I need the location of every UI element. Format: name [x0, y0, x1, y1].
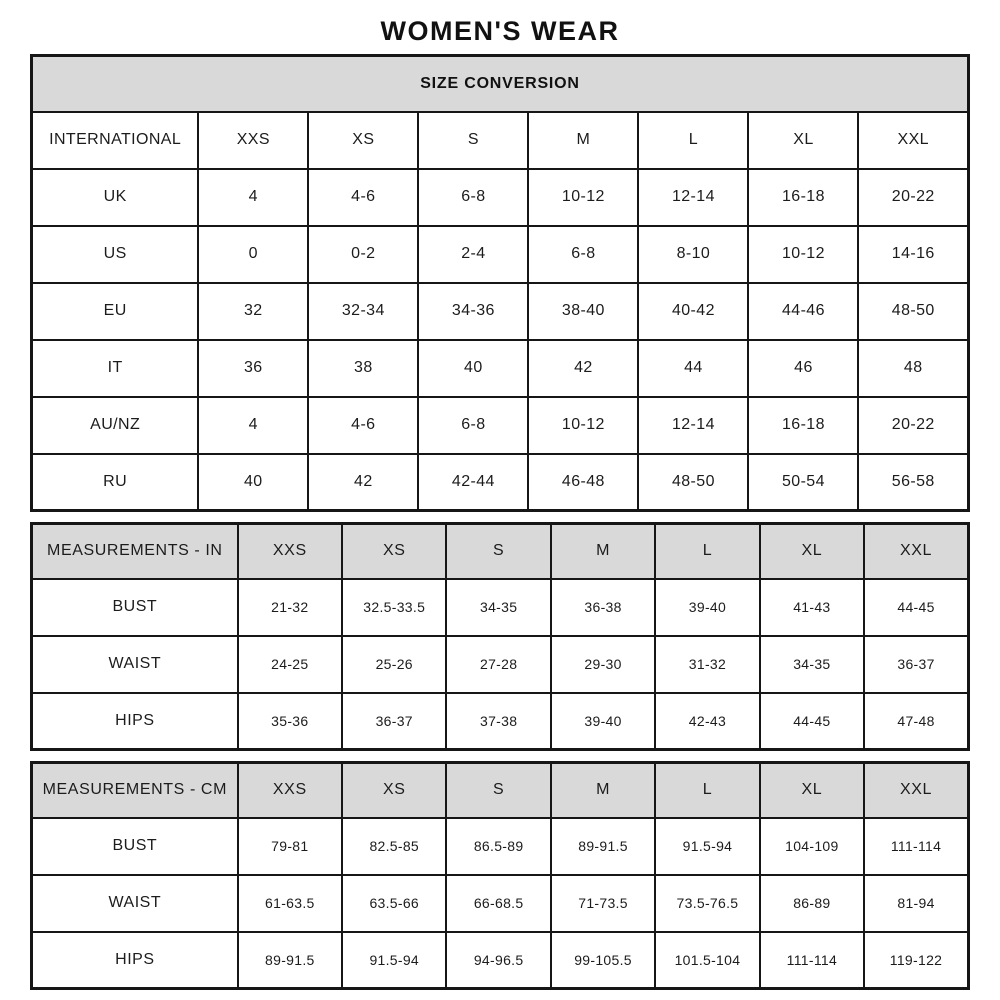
measure-cell: 36-37 — [342, 693, 446, 750]
size-cell: 44-46 — [748, 283, 858, 340]
size-cell: 38 — [308, 340, 418, 397]
column-header-m: M — [528, 112, 638, 169]
measure-cell: 44-45 — [864, 579, 968, 636]
table-row-waist — [32, 636, 969, 693]
size-cell: 20-22 — [858, 397, 968, 454]
column-header-xs: XS — [308, 112, 418, 169]
size-cell: 44 — [638, 340, 748, 397]
measure-cell: 41-43 — [760, 579, 864, 636]
measure-cell: 44-45 — [760, 693, 864, 750]
row-label: AU/NZ — [32, 397, 199, 454]
table-row-uk — [32, 169, 969, 226]
size-cell: 46 — [748, 340, 858, 397]
table-header-row — [32, 56, 969, 112]
measure-cell: 89-91.5 — [238, 932, 342, 989]
measure-cell: 39-40 — [655, 579, 759, 636]
column-header-s: S — [446, 763, 550, 818]
size-cell: 0-2 — [308, 226, 418, 283]
size-cell: 10-12 — [528, 169, 638, 226]
size-cell: 16-18 — [748, 169, 858, 226]
column-header-l: L — [638, 112, 748, 169]
measure-cell: 66-68.5 — [446, 875, 550, 932]
measure-cell: 91.5-94 — [655, 818, 759, 875]
measure-cell: 89-91.5 — [551, 818, 655, 875]
measure-cell: 86.5-89 — [446, 818, 550, 875]
table-row-hips — [32, 932, 969, 989]
size-cell: 38-40 — [528, 283, 638, 340]
page-title: WOMEN'S WEAR — [380, 16, 620, 46]
size-cell: 6-8 — [528, 226, 638, 283]
measure-cell: 91.5-94 — [342, 932, 446, 989]
row-label: US — [32, 226, 199, 283]
table-row-hips — [32, 693, 969, 750]
measure-cell: 39-40 — [551, 693, 655, 750]
row-label: RU — [32, 454, 199, 511]
measure-cell: 37-38 — [446, 693, 550, 750]
measurements-in-header: MEASUREMENTS - IN — [32, 524, 238, 579]
column-header-l: L — [655, 524, 759, 579]
column-header-xxl: XXL — [864, 763, 968, 818]
row-label: HIPS — [32, 932, 238, 989]
row-label: UK — [32, 169, 199, 226]
measure-cell: 35-36 — [238, 693, 342, 750]
column-header-xxs: XXS — [238, 763, 342, 818]
size-cell: 40 — [418, 340, 528, 397]
table-row-bust — [32, 579, 969, 636]
table-row-us — [32, 226, 969, 283]
measure-cell: 32.5-33.5 — [342, 579, 446, 636]
measure-cell: 29-30 — [551, 636, 655, 693]
table-row-ru — [32, 454, 969, 511]
column-header-row — [32, 112, 969, 169]
measure-cell: 42-43 — [655, 693, 759, 750]
column-header-s: S — [446, 524, 550, 579]
size-cell: 4-6 — [308, 169, 418, 226]
row-label: WAIST — [32, 875, 238, 932]
size-cell: 4 — [198, 397, 308, 454]
measure-cell: 111-114 — [760, 932, 864, 989]
size-cell: 42-44 — [418, 454, 528, 511]
measure-cell: 101.5-104 — [655, 932, 759, 989]
measure-cell: 94-96.5 — [446, 932, 550, 989]
column-header-m: M — [551, 763, 655, 818]
size-cell: 42 — [308, 454, 418, 511]
column-header-xs: XS — [342, 763, 446, 818]
size-cell: 32-34 — [308, 283, 418, 340]
size-cell: 36 — [198, 340, 308, 397]
table-row-aunz — [32, 397, 969, 454]
size-cell: 16-18 — [748, 397, 858, 454]
size-cell: 34-36 — [418, 283, 528, 340]
measurements-cm-table — [30, 761, 970, 990]
column-header-xl: XL — [760, 524, 864, 579]
size-cell: 0 — [198, 226, 308, 283]
size-cell: 40 — [198, 454, 308, 511]
table-row-it — [32, 340, 969, 397]
table-header-row — [32, 763, 969, 818]
size-cell: 50-54 — [748, 454, 858, 511]
row-label: HIPS — [32, 693, 238, 750]
size-cell: 2-4 — [418, 226, 528, 283]
measurements-in-table — [30, 522, 970, 751]
measure-cell: 25-26 — [342, 636, 446, 693]
size-cell: 12-14 — [638, 397, 748, 454]
size-cell: 46-48 — [528, 454, 638, 511]
column-header-xxs: XXS — [238, 524, 342, 579]
size-cell: 48-50 — [638, 454, 748, 511]
measure-cell: 24-25 — [238, 636, 342, 693]
measure-cell: 71-73.5 — [551, 875, 655, 932]
size-cell: 4-6 — [308, 397, 418, 454]
measure-cell: 104-109 — [760, 818, 864, 875]
size-conversion-header: SIZE CONVERSION — [32, 56, 969, 112]
size-cell: 10-12 — [748, 226, 858, 283]
measure-cell: 73.5-76.5 — [655, 875, 759, 932]
measure-cell: 81-94 — [864, 875, 968, 932]
column-header-xs: XS — [342, 524, 446, 579]
row-label: WAIST — [32, 636, 238, 693]
size-conversion-table — [30, 54, 970, 512]
measure-cell: 63.5-66 — [342, 875, 446, 932]
size-cell: 20-22 — [858, 169, 968, 226]
size-cell: 14-16 — [858, 226, 968, 283]
size-cell: 40-42 — [638, 283, 748, 340]
size-cell: 32 — [198, 283, 308, 340]
measure-cell: 119-122 — [864, 932, 968, 989]
column-header-international: INTERNATIONAL — [32, 112, 199, 169]
size-cell: 10-12 — [528, 397, 638, 454]
row-label: IT — [32, 340, 199, 397]
size-cell: 56-58 — [858, 454, 968, 511]
row-label: BUST — [32, 579, 238, 636]
row-label: EU — [32, 283, 199, 340]
measure-cell: 36-38 — [551, 579, 655, 636]
table-row-bust — [32, 818, 969, 875]
size-cell: 6-8 — [418, 397, 528, 454]
table-row-waist — [32, 875, 969, 932]
measure-cell: 21-32 — [238, 579, 342, 636]
measure-cell: 82.5-85 — [342, 818, 446, 875]
column-header-s: S — [418, 112, 528, 169]
size-cell: 48 — [858, 340, 968, 397]
measure-cell: 31-32 — [655, 636, 759, 693]
measure-cell: 61-63.5 — [238, 875, 342, 932]
column-header-xxs: XXS — [198, 112, 308, 169]
size-cell: 6-8 — [418, 169, 528, 226]
size-cell: 8-10 — [638, 226, 748, 283]
table-row-eu — [32, 283, 969, 340]
column-header-xl: XL — [760, 763, 864, 818]
measure-cell: 34-35 — [760, 636, 864, 693]
size-cell: 4 — [198, 169, 308, 226]
measure-cell: 47-48 — [864, 693, 968, 750]
column-header-l: L — [655, 763, 759, 818]
row-label: BUST — [32, 818, 238, 875]
measurements-cm-header: MEASUREMENTS - CM — [32, 763, 238, 818]
size-cell: 42 — [528, 340, 638, 397]
measure-cell: 27-28 — [446, 636, 550, 693]
measure-cell: 86-89 — [760, 875, 864, 932]
column-header-xxl: XXL — [858, 112, 968, 169]
table-header-row — [32, 524, 969, 579]
measure-cell: 79-81 — [238, 818, 342, 875]
measure-cell: 36-37 — [864, 636, 968, 693]
column-header-xl: XL — [748, 112, 858, 169]
measure-cell: 111-114 — [864, 818, 968, 875]
measure-cell: 99-105.5 — [551, 932, 655, 989]
size-cell: 12-14 — [638, 169, 748, 226]
measure-cell: 34-35 — [446, 579, 550, 636]
size-cell: 48-50 — [858, 283, 968, 340]
column-header-xxl: XXL — [864, 524, 968, 579]
column-header-m: M — [551, 524, 655, 579]
